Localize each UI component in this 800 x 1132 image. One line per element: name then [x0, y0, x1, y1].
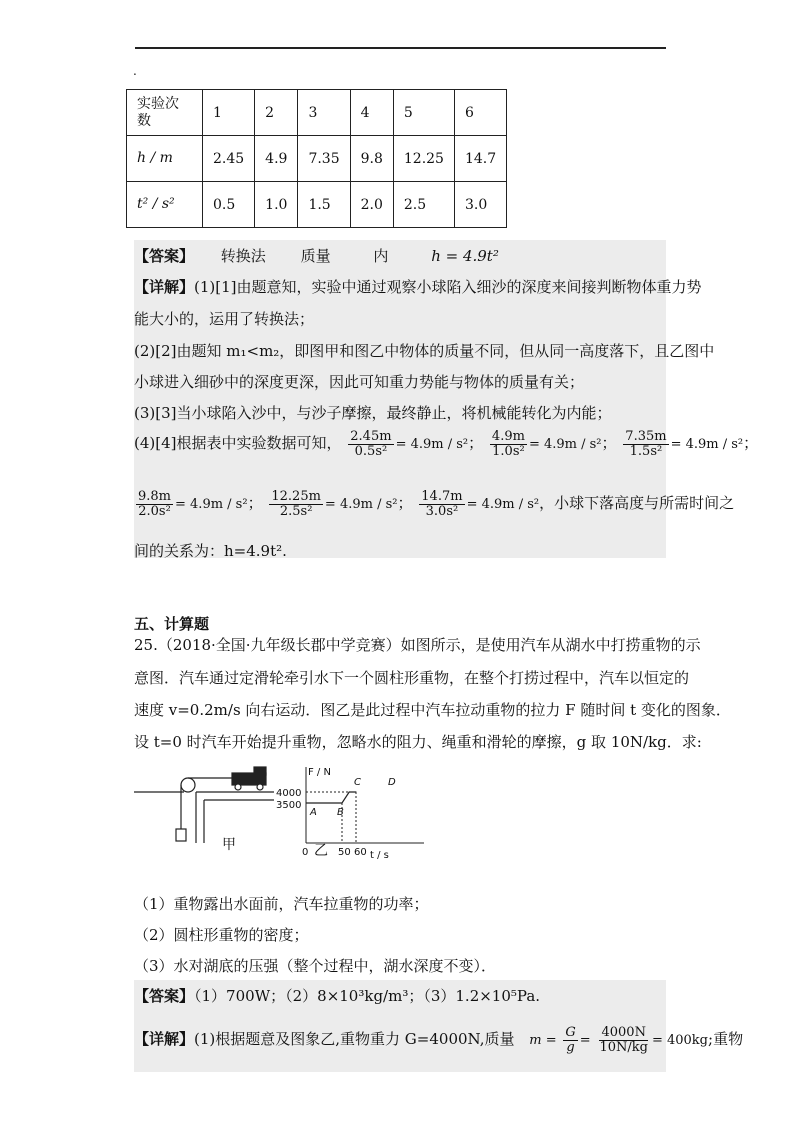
- table-cell: 4.9: [255, 136, 298, 182]
- force-curve: [306, 792, 356, 803]
- section-title: 五、计算题: [134, 615, 210, 633]
- answer-value: （1）700W；（2）8×10³kg/m³；（3）1.2×10⁵Pa.: [194, 987, 541, 1005]
- question-text: 25.（2018·全国·九年级长郡中学竞赛）如图所示，是使用汽车从湖水中打捞重物的示: [134, 636, 701, 654]
- y-tick-label: 4000: [276, 788, 302, 799]
- fraction: $\frac{2.45m}{\text{0.5s²}}$: [350, 428, 392, 459]
- question-item: （3）水对湖底的压强（整个过程中，湖水深度不变）．: [134, 957, 497, 975]
- table-cell: 0.5: [203, 182, 255, 228]
- detail-text: 间的关系为：h=4.9t².: [134, 542, 287, 560]
- fraction: $\frac{G}{g}$: [565, 1024, 576, 1055]
- point-label: D: [388, 777, 396, 788]
- truck-cab: [254, 767, 266, 775]
- table-cell: 6: [454, 90, 506, 136]
- x-tick-label: 50: [338, 847, 351, 858]
- force-time-chart: [276, 767, 424, 860]
- question-text: 速度 v=0.2m/s 向右运动．图乙是此过程中汽车拉动重物的拉力 F 随时间 t 变化的图象．: [134, 701, 731, 719]
- point-label: B: [337, 807, 344, 818]
- table-cell: 4: [350, 90, 393, 136]
- detail-text: 小球进入细砂中的深度更深，因此可知重力势能与物体的质量有关；: [134, 373, 585, 391]
- detail-text: (1)[1]由题意知，实验中通过观察小球陷入细沙的深度来间接判断物体重力势: [194, 278, 702, 296]
- header-dot: .: [133, 64, 137, 78]
- table-cell: 9.8: [350, 136, 393, 182]
- weight-icon: [176, 829, 186, 841]
- header-rule: [135, 47, 666, 49]
- figure-label: 甲: [222, 837, 236, 853]
- table-cell: 1: [203, 90, 255, 136]
- answer-formula: h = 4.9t²: [431, 247, 499, 265]
- detail-text: (4)[4]根据表中实验数据可知，: [134, 434, 342, 452]
- fraction: $\frac{9.8m}{\text{2.0s²}}$: [138, 488, 172, 519]
- fraction: $\frac{4.9m}{\text{1.0s²}}$: [491, 428, 525, 459]
- answer-tag: 【答案】: [134, 247, 195, 265]
- table-cell: 14.7: [454, 136, 506, 182]
- question-item: （1）重物露出水面前，汽车拉重物的功率；: [134, 895, 429, 913]
- answer-value: 内: [373, 247, 389, 265]
- detail-line: [134, 276, 702, 297]
- x-tick-label: 60: [354, 847, 367, 858]
- detail-line: 【详解】(1)根据题意及图象乙,重物重力 G=4000N,质量 m = $\frac{G}{g}$ = $\frac{4000N}{10N/kg}$ = 400kg;重物: [134, 1024, 744, 1055]
- table-cell: 2: [255, 90, 298, 136]
- figure-label: 乙: [314, 843, 328, 859]
- table-row: [127, 182, 507, 228]
- question-number: 25.: [134, 636, 158, 654]
- table-cell: 5: [393, 90, 454, 136]
- x-tick-label: 0: [302, 847, 309, 858]
- detail-text: 能大小的，运用了转换法；: [134, 310, 315, 328]
- fraction: $\frac{7.35m}{\text{1.5s²}}$: [625, 428, 667, 459]
- table-cell: 12.25: [393, 136, 454, 182]
- pulley-icon: [181, 778, 195, 792]
- point-label: C: [354, 777, 361, 788]
- pulley-diagram: [134, 767, 274, 843]
- formula-line: (4)[4]根据表中实验数据可知， $\frac{2.45m}{\text{0.5s²}}$ = 4.9m / s²； $\frac{4.9m}{\text{1.0s²}}$ = 4.9m / s²； $\frac{7.35m}{\text{1.5s²}}$ = 4.9m / s²；: [134, 428, 759, 459]
- table-row: [127, 90, 507, 136]
- fraction: $\frac{14.7m}{\text{3.0s²}}$: [421, 488, 463, 519]
- answer-line: [134, 245, 499, 266]
- answer-tag: 【答案】: [134, 987, 195, 1005]
- table-cell: 7.35: [298, 136, 350, 182]
- figure-diagram: [134, 765, 424, 860]
- table-row: [127, 136, 507, 182]
- detail-tag: 【详解】: [134, 1030, 195, 1048]
- answer-line: [134, 985, 540, 1006]
- table-header-cell: t² / s²: [127, 182, 203, 228]
- table-cell: 3: [298, 90, 350, 136]
- table-cell: 2.5: [393, 182, 454, 228]
- fraction: $\frac{12.25m}{\text{2.5s²}}$: [271, 488, 321, 519]
- table-cell: 1.0: [255, 182, 298, 228]
- table-header-cell: h / m: [127, 136, 203, 182]
- point-label: A: [310, 807, 317, 818]
- detail-text: (1)根据题意及图象乙,重物重力 G=4000N,质量: [194, 1030, 515, 1048]
- detail-text: (2)[2]由题知 m₁<m₂，即图甲和图乙中物体的质量不同，但从同一高度落下，且乙图中: [134, 342, 715, 360]
- wheel-icon: [235, 784, 241, 790]
- wheel-icon: [257, 784, 263, 790]
- experiment-table: [126, 89, 507, 228]
- detail-tag: 【详解】: [134, 278, 195, 296]
- x-axis-label: t / s: [370, 850, 389, 860]
- answer-value: 转换法: [220, 247, 266, 265]
- y-tick-label: 3500: [276, 800, 302, 811]
- question-item: （2）圆柱形重物的密度；: [134, 926, 309, 944]
- question-text: 设 t=0 时汽车开始提升重物，忽略水的阻力、绳重和滑轮的摩擦，g 取 10N/kg．求:: [134, 733, 702, 751]
- question-text: 意图．汽车通过定滑轮牵引水下一个圆柱形重物，在整个打捞过程中，汽车以恒定的: [134, 669, 690, 687]
- formula-line: $\frac{9.8m}{\text{2.0s²}}$ = 4.9m / s²； $\frac{12.25m}{\text{2.5s²}}$ = 4.9m / s²； $\frac{14.7m}{\text{3.0s²}}$ = 4.9m / s²，小球下落高度与所需时间之: [138, 488, 735, 519]
- table-cell: 2.0: [350, 182, 393, 228]
- table-header-cell: 实验次数: [127, 90, 203, 136]
- table-cell: 1.5: [298, 182, 350, 228]
- detail-text: (3)[3]当小球陷入沙中，与沙子摩擦，最终静止，将机械能转化为内能；: [134, 404, 612, 422]
- y-axis-label: F / N: [308, 767, 331, 778]
- series-line: [306, 792, 356, 803]
- answer-value: 质量: [300, 247, 331, 265]
- table-cell: 2.45: [203, 136, 255, 182]
- table-cell: 3.0: [454, 182, 506, 228]
- fraction: $\frac{4000N}{10N/kg}$: [599, 1024, 648, 1055]
